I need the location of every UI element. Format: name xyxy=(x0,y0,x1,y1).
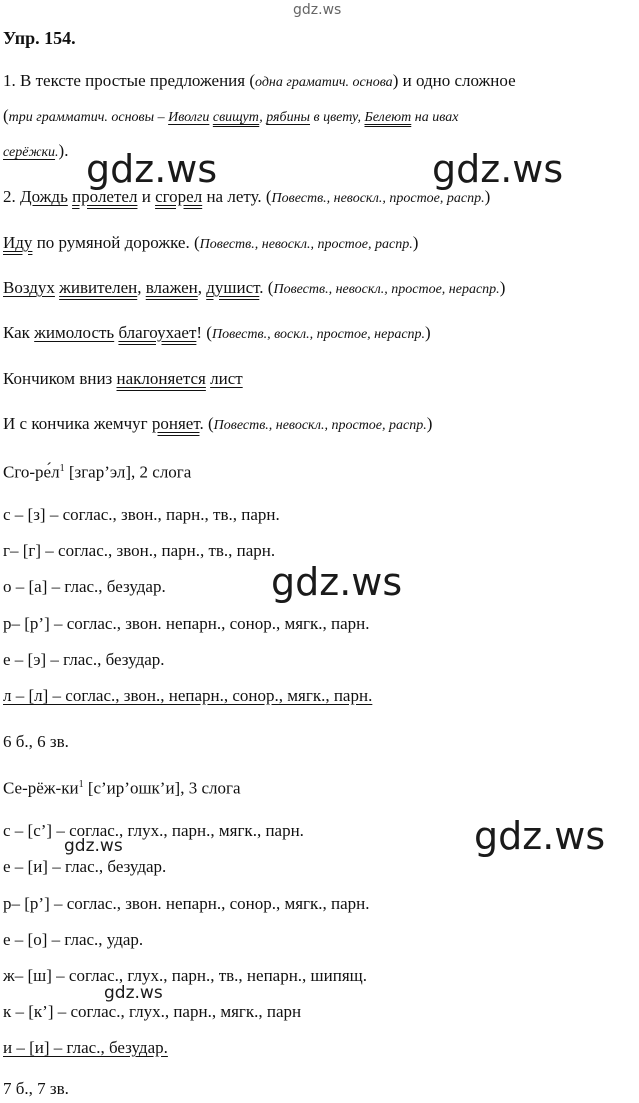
phonetic-line: о – [а] – глас., безудар. xyxy=(3,577,166,596)
sentence-analysis: 2. Дождь пролетел и сгорел на лету. (Повеств., невоскл., простое, распр.) xyxy=(3,187,491,206)
watermark-top: gdz.ws xyxy=(293,2,342,18)
phonetic-line: с – [с’] – соглас., глух., парн., мягк., парн. xyxy=(3,821,304,840)
word-heading: $Се-рёж-ки^1$ [с’ир’ошк’и], 3 слога xyxy=(3,778,241,798)
sentence-analysis: Иду по румяной дорожке. (Повеств., невоскл., простое, распр.) xyxy=(3,233,419,252)
phonetic-line: р– [р’] – соглас., звон. непарн., сонор., мягк., парн. xyxy=(3,614,370,633)
phonetic-total: 7 б., 7 зв. xyxy=(3,1079,69,1098)
sentence-analysis: Воздух живителен, влажен, душист. (Повеств., невоскл., простое, нераспр.) xyxy=(3,278,506,297)
phonetic-line: с – [з] – соглас., звон., парн., тв., парн. xyxy=(3,505,280,524)
watermark: gdz.ws xyxy=(474,814,606,858)
watermark: gdz.ws xyxy=(432,147,564,191)
phonetic-line: л – [л] – соглас., звон., непарн., сонор., мягк., парн. xyxy=(3,686,373,705)
sentence-analysis: Кончиком вниз наклоняется лист xyxy=(3,369,243,388)
paragraph-line: 1. В тексте простые предложения (одна граматич. основа) и одно сложное xyxy=(3,71,516,90)
paragraph-line: (три грамматич. основы – Иволги свищут, рябины в цвету, Белеют на ивах xyxy=(3,106,459,125)
phonetic-line: ж– [ш] – соглас., глух., парн., тв., непарн., шипящ. xyxy=(3,966,368,985)
phonetic-line: г– [г] – соглас., звон., парн., тв., парн. xyxy=(3,541,276,560)
paragraph-line: серёжки.). xyxy=(3,141,69,160)
watermark: gdz.ws xyxy=(271,560,403,604)
phonetic-line: р– [р’] – соглас., звон. непарн., сонор., мягк., парн. xyxy=(3,894,370,913)
phonetic-total: 6 б., 6 зв. xyxy=(3,732,69,751)
watermark: gdz.ws xyxy=(104,983,163,1003)
exercise-title: Упр. 154. xyxy=(3,28,76,48)
phonetic-line: е – [о] – глас., удар. xyxy=(3,930,144,949)
phonetic-line: и – [и] – глас., безудар. xyxy=(3,1038,168,1057)
phonetic-line: к – [к’] – соглас., глух., парн., мягк., парн xyxy=(3,1002,302,1021)
word-heading: Сго-$ре́л^1$ [згар’эл], 2 слога xyxy=(3,462,192,482)
sentence-analysis: И с кончика жемчуг роняет. (Повеств., невоскл., простое, распр.) xyxy=(3,414,433,433)
sentence-analysis: Как жимолость благоухает! (Повеств., воскл., простое, нераспр.) xyxy=(3,323,431,342)
watermark: gdz.ws xyxy=(64,836,123,856)
watermark: gdz.ws xyxy=(86,147,218,191)
phonetic-line: е – [и] – глас., безудар. xyxy=(3,857,167,876)
phonetic-line: е – [э] – глас., безудар. xyxy=(3,650,165,669)
